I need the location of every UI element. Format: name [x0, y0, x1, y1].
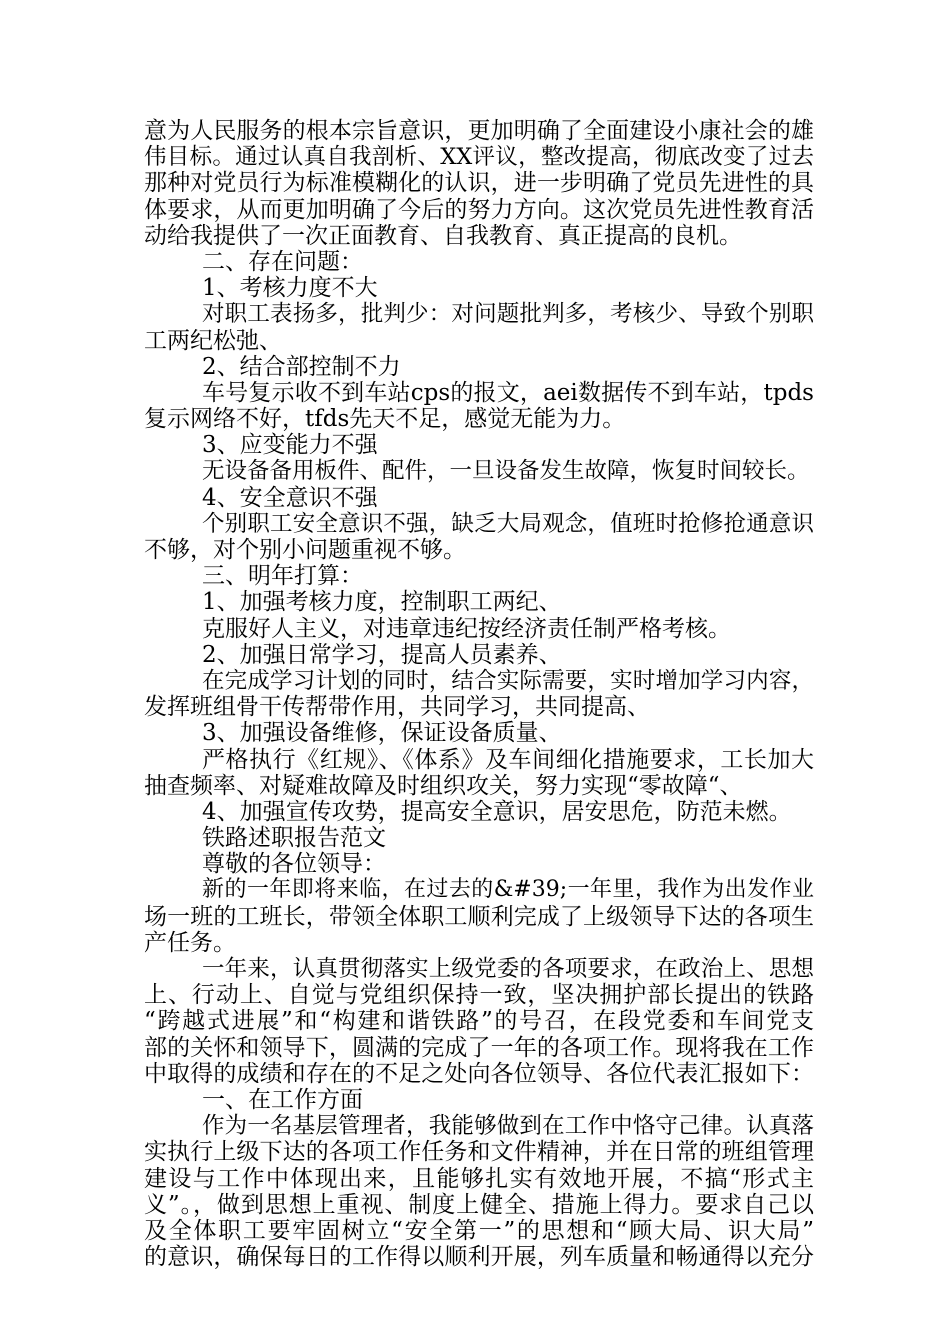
text-line: 一年来，认真贯彻落实上级党委的各项要求，在政治上、思想 — [202, 956, 814, 982]
text-line: 中取得的成绩和存在的不足之处向各位领导、各位代表汇报如下： — [144, 1060, 814, 1087]
text-line: 新的一年即将来临，在过去的&#39;一年里，我作为出发作业 — [202, 877, 814, 903]
text-line: 上、行动上、自觉与党组织保持一致，坚决拥护部长提出的铁路 — [144, 982, 814, 1009]
text-line: 建设与工作中体现出来，且能够扎实有效地开展，不搞“形式主 — [144, 1165, 814, 1192]
text-line: 产任务。 — [144, 929, 236, 956]
text-line: 一、在工作方面 — [202, 1086, 363, 1113]
text-line: 铁路述职报告范文 — [202, 825, 386, 852]
text-line: 复示网络不好，tfds先天不足，感觉无能为力。 — [144, 406, 626, 433]
text-line: 车号复示收不到车站cps的报文，aei数据传不到车站，tpds — [202, 379, 814, 406]
text-line: 伟目标。通过认真自我剖析、XX评议，整改提高，彻底改变了过去 — [144, 144, 814, 171]
text-line: 克服好人主义，对违章违纪按经济责任制严格考核。 — [202, 615, 731, 642]
text-line: 及全体职工要牢固树立“安全第一”的思想和“顾大局、识大局” — [144, 1217, 814, 1244]
text-line: 发挥班组骨干传帮带作用，共同学习，共同提高、 — [144, 694, 650, 721]
text-line: 作为一名基层管理者，我能够做到在工作中恪守己律。认真落 — [202, 1113, 814, 1140]
text-line: 3、应变能力不强 — [202, 432, 378, 459]
text-line: 实执行上级下达的各项工作任务和文件精神，并在日常的班组管理 — [144, 1139, 814, 1166]
text-line: 三、明年打算： — [202, 563, 363, 590]
text-line: 动给我提供了一次正面教育、自我教育、真正提高的良机。 — [144, 222, 742, 249]
text-line: 1、考核力度不大 — [202, 275, 378, 302]
document-body — [144, 118, 814, 1270]
text-line: 义”。，做到思想上重视、制度上健全、措施上得力。要求自己以 — [144, 1191, 814, 1218]
text-line: 2、加强日常学习，提高人员素养、 — [202, 641, 562, 668]
text-line: 尊敬的各位领导： — [202, 851, 386, 878]
text-line: “跨越式进展”和“构建和谐铁路”的号召，在段党委和车间党支 — [144, 1008, 814, 1035]
text-line: 工两纪松弛、 — [144, 327, 282, 354]
text-line: 的意识，确保每日的工作得以顺利开展，列车质量和畅通得以充分 — [144, 1244, 814, 1271]
text-line: 在完成学习计划的同时，结合实际需要，实时增加学习内容， — [202, 667, 814, 694]
text-line: 场一班的工班长，带领全体职工顺利完成了上级领导下达的各项生 — [144, 903, 814, 930]
text-line: 对职工表扬多，批判少：对问题批判多，考核少、导致个别职 — [202, 301, 814, 328]
text-line: 部的关怀和领导下，圆满的完成了一年的各项工作。现将我在工作 — [144, 1034, 814, 1061]
text-line: 二、存在问题： — [202, 248, 363, 275]
text-line: 无设备备用板件、配件，一旦设备发生故障，恢复时间较长。 — [202, 458, 810, 485]
text-line: 3、加强设备维修，保证设备质量、 — [202, 720, 562, 747]
text-line: 不够，对个别小问题重视不够。 — [144, 537, 466, 563]
text-line: 严格执行《红规》、《体系》及车间细化措施要求，工长加大 — [202, 746, 814, 773]
text-line: 4、加强宣传攻势，提高安全意识，居安思危，防范未燃。 — [202, 798, 792, 825]
text-line: 意为人民服务的根本宗旨意识，更加明确了全面建设小康社会的雄 — [144, 118, 814, 144]
text-line: 4、安全意识不强 — [202, 484, 378, 511]
text-line: 抽查频率、对疑难故障及时组织攻关，努力实现“零故障“、 — [144, 772, 743, 799]
text-line: 2、结合部控制不力 — [202, 353, 401, 380]
text-line: 1、加强考核力度，控制职工两纪、 — [202, 589, 562, 616]
text-line: 那种对党员行为标准模糊化的认识，进一步明确了党员先进性的具 — [144, 170, 814, 197]
text-line: 个别职工安全意识不强，缺乏大局观念，值班时抢修抢通意识 — [202, 510, 814, 537]
text-line: 体要求，从而更加明确了今后的努力方向。这次党员先进性教育活 — [144, 196, 814, 223]
